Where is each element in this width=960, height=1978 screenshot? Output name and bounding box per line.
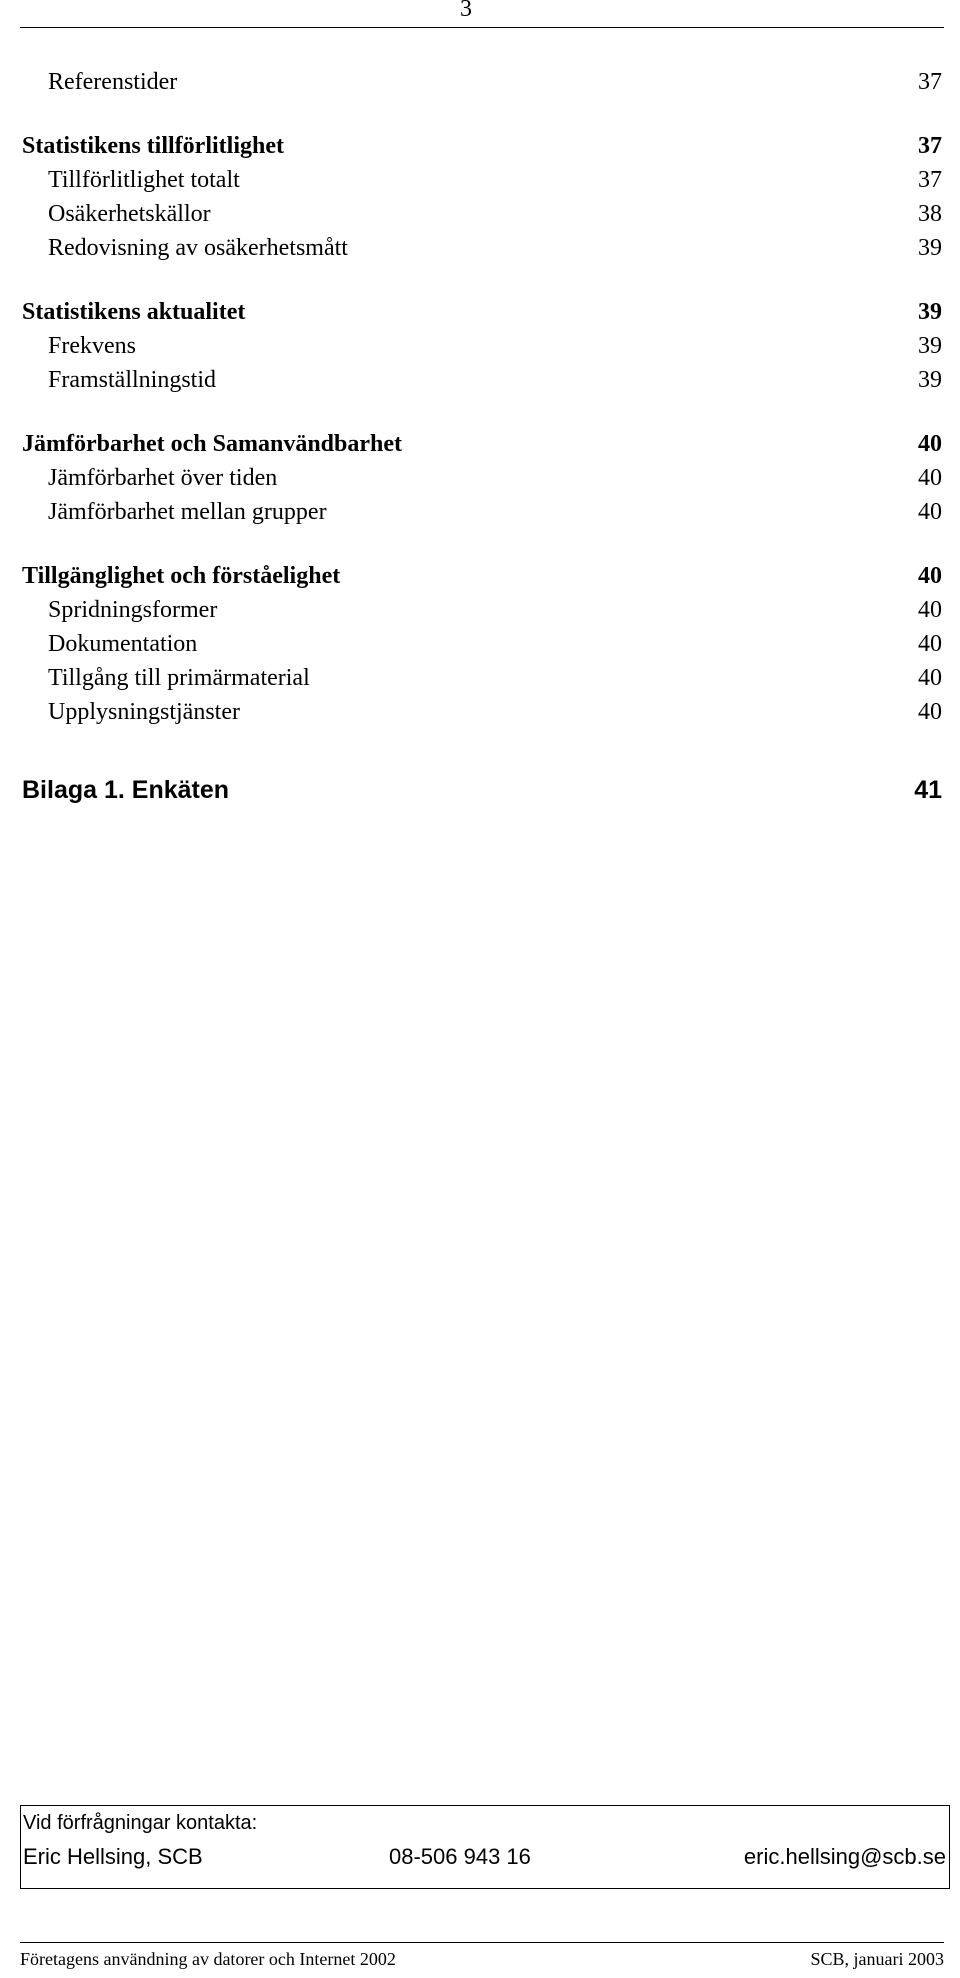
toc-entry-page: 40	[918, 465, 942, 491]
toc-heading-label: Jämförbarhet och Samanvändbarhet	[22, 431, 403, 457]
toc-entry-mellan-grupper	[20, 496, 942, 528]
toc-entry-label: Osäkerhetskällor	[48, 201, 211, 227]
toc-appendix-page: 41	[914, 776, 942, 804]
toc-heading-label: Statistikens aktualitet	[22, 299, 246, 325]
contact-phone: 08-506 943 16	[389, 1844, 531, 1869]
toc-appendix-label: Bilaga 1. Enkäten	[22, 776, 230, 804]
toc-entry-spridningsformer	[20, 594, 942, 626]
toc-entry-tillforlitlighet-totalt	[20, 164, 942, 196]
toc-entry-page: 40	[918, 631, 942, 657]
header-rule	[20, 27, 944, 28]
toc-entry-page: 40	[918, 597, 942, 623]
toc-entry-dokumentation	[20, 628, 942, 660]
toc-entry-page: 37	[918, 69, 942, 95]
toc-entry-label: Dokumentation	[48, 631, 198, 657]
toc-entry-page: 40	[918, 699, 942, 725]
toc-entry-primarmaterial	[20, 662, 942, 694]
contact-name: Eric Hellsing, SCB	[23, 1844, 203, 1869]
contact-box	[20, 1805, 950, 1889]
toc-entry-referenstider	[20, 66, 942, 98]
toc-heading-tillforlitlighet	[20, 130, 942, 162]
toc-entry-framstallningstid	[20, 364, 942, 396]
toc-entry-page: 37	[918, 167, 942, 193]
toc-entry-page: 40	[918, 499, 942, 525]
toc-entry-label: Redovisning av osäkerhetsmått	[48, 235, 348, 261]
toc-entry-page: 39	[918, 367, 942, 393]
toc-heading-aktualitet	[20, 296, 942, 328]
toc-heading-jamforbarhet	[20, 428, 942, 460]
toc-appendix-enkaten	[20, 774, 942, 806]
toc-heading-label: Statistikens tillförlitlighet	[22, 133, 284, 159]
toc-entry-redovisning	[20, 232, 942, 264]
toc-entry-frekvens	[20, 330, 942, 362]
page-number: 3	[460, 0, 472, 22]
footer-date: SCB, januari 2003	[810, 1949, 944, 1969]
toc-heading-tillganglighet	[20, 560, 942, 592]
toc-entry-page: 39	[918, 235, 942, 261]
toc-entry-label: Jämförbarhet mellan grupper	[48, 499, 327, 525]
toc-entry-label: Framställningstid	[48, 367, 216, 393]
toc-entry-label: Referenstider	[48, 69, 178, 95]
toc-heading-page: 37	[918, 133, 942, 159]
toc-heading-page: 39	[918, 299, 942, 325]
toc-entry-page: 38	[918, 201, 942, 227]
footer-rule	[20, 1942, 944, 1943]
toc-entry-label: Tillgång till primärmaterial	[48, 665, 310, 691]
toc-entry-label: Frekvens	[48, 333, 136, 359]
toc-entry-over-tiden	[20, 462, 942, 494]
toc-entry-label: Spridningsformer	[48, 597, 218, 623]
toc-entry-label: Upplysningstjänster	[48, 699, 240, 725]
toc-entry-osakerhetskallor	[20, 198, 942, 230]
toc-heading-page: 40	[918, 431, 942, 457]
toc-entry-label: Tillförlitlighet totalt	[48, 167, 240, 193]
toc-entry-upplysningstjanster	[20, 696, 942, 728]
contact-heading: Vid förfrågningar kontakta:	[23, 1812, 258, 1834]
footer-publication-title: Företagens användning av datorer och Internet 2002	[20, 1949, 396, 1969]
toc-heading-label: Tillgänglighet och förståelighet	[22, 563, 341, 589]
contact-email: eric.hellsing@scb.se	[743, 1844, 946, 1869]
toc-entry-page: 40	[918, 665, 942, 691]
toc-heading-page: 40	[918, 563, 942, 589]
toc-entry-label: Jämförbarhet över tiden	[48, 465, 278, 491]
toc-entry-page: 39	[918, 333, 942, 359]
